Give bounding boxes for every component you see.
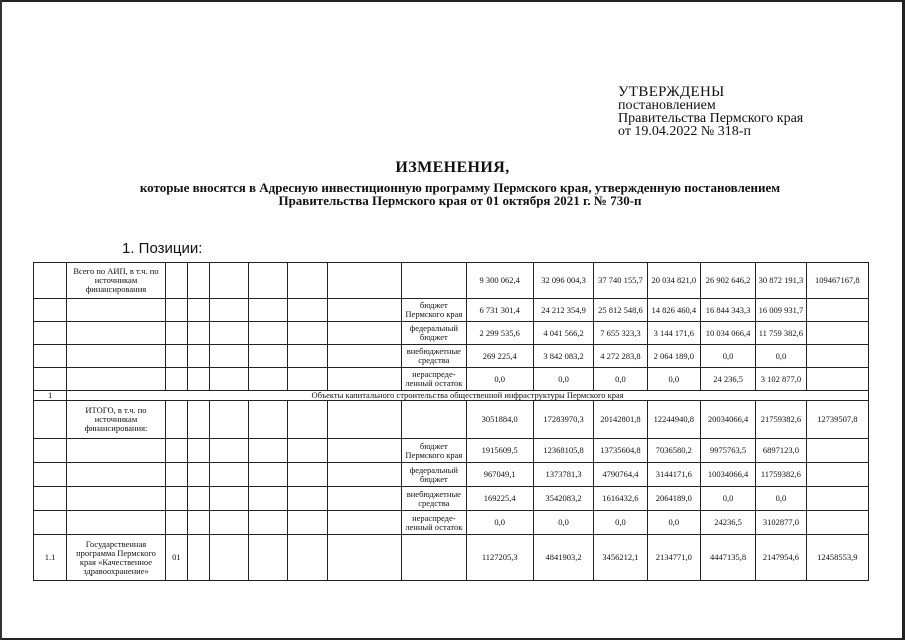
itogo-value: 12739507,8 [806, 401, 868, 439]
cell-empty [327, 263, 401, 299]
scan-left-edge [0, 0, 2, 640]
approval-heading: УТВЕРЖДЕНЫ [618, 84, 725, 100]
total-label: Всего по АИП, в т.ч. по источникам финансирования [67, 263, 166, 299]
value-cell: 0,0 [700, 487, 755, 511]
value-cell: 3 102 877,0 [756, 368, 806, 391]
cell-empty [210, 263, 249, 299]
subtitle-line-1: которые вносятся в Адресную инвестиционную программу Пермского края, утвержденную постановлением [139, 180, 781, 195]
table-row-program [34, 535, 869, 581]
value-cell: 13735604,8 [594, 439, 647, 463]
itogo-value: 21759382,6 [756, 401, 806, 439]
program-value: 3456212,1 [594, 535, 647, 581]
program-value: 1127205,3 [466, 535, 533, 581]
value-cell: 0,0 [700, 345, 755, 368]
table-row [34, 439, 869, 463]
program-value: 4841903,2 [533, 535, 593, 581]
value-cell: 3542083,2 [533, 487, 593, 511]
source-label: федеральный бюджет [402, 322, 466, 345]
positions-table [33, 262, 869, 581]
total-value: 37 740 155,7 [594, 263, 647, 299]
total-value: 30 872 191,3 [756, 263, 806, 299]
cell-empty [165, 263, 187, 299]
program-value: 2147954,6 [756, 535, 806, 581]
value-cell: 3 842 083,2 [533, 345, 593, 368]
approval-stamp [618, 86, 803, 138]
value-cell: 1915609,5 [466, 439, 533, 463]
table-row-section [34, 391, 869, 401]
program-code: 01 [165, 535, 187, 581]
value-cell: 6 731 301,4 [466, 299, 533, 322]
value-cell: 3 144 171,6 [647, 322, 700, 345]
source-label: нераспреде-ленный остаток [402, 368, 466, 391]
value-cell: 1616432,6 [594, 487, 647, 511]
value-cell: 14 826 460,4 [647, 299, 700, 322]
value-cell: 0,0 [756, 487, 806, 511]
cell-empty [34, 263, 67, 299]
value-cell: 0,0 [533, 368, 593, 391]
cell-empty [288, 263, 327, 299]
itogo-value: 12244940,8 [647, 401, 700, 439]
source-label: нераспреде-ленный остаток [402, 511, 466, 535]
value-cell: 0,0 [647, 511, 700, 535]
total-value: 32 096 004,3 [533, 263, 593, 299]
value-cell: 10 034 066,4 [700, 322, 755, 345]
table-row [34, 368, 869, 391]
value-cell: 0,0 [594, 511, 647, 535]
table-row-itogo [34, 401, 869, 439]
value-cell: 0,0 [466, 511, 533, 535]
value-cell: 1373781,3 [533, 463, 593, 487]
section-title: Объекты капитального строительства общественной инфраструктуры Пермского края [67, 391, 869, 401]
value-cell: 4790764,4 [594, 463, 647, 487]
itogo-value: 20034066,4 [700, 401, 755, 439]
value-cell: 4 272 283,8 [594, 345, 647, 368]
value-cell: 0,0 [756, 345, 806, 368]
itogo-value: 3051884,0 [466, 401, 533, 439]
value-cell: 6897123,0 [756, 439, 806, 463]
value-cell: 16 844 343,3 [700, 299, 755, 322]
value-cell: 2 299 535,6 [466, 322, 533, 345]
total-value: 109467167,8 [806, 263, 868, 299]
subtitle-line-2: Правительства Пермского края от 01 октября 2021 г. № 730-п [278, 193, 642, 208]
value-cell: 24236,5 [700, 511, 755, 535]
itogo-value: 17283970,3 [533, 401, 593, 439]
program-value: 12458553,9 [806, 535, 868, 581]
total-value: 9 300 062,4 [466, 263, 533, 299]
table-row [34, 511, 869, 535]
value-cell: 16 009 931,7 [756, 299, 806, 322]
table-row [34, 463, 869, 487]
total-value: 26 902 646,2 [700, 263, 755, 299]
value-cell: 12368105,8 [533, 439, 593, 463]
value-cell: 967049,1 [466, 463, 533, 487]
table-row [34, 345, 869, 368]
value-cell: 3144171,6 [647, 463, 700, 487]
approval-line-2: Правительства Пермского края [618, 111, 804, 126]
itogo-label: ИТОГО, в т.ч. по источникам финансирования: [67, 401, 166, 439]
document-subtitle [80, 181, 840, 207]
value-cell: 169225,4 [466, 487, 533, 511]
value-cell: 25 812 548,6 [594, 299, 647, 322]
cell-empty [249, 263, 288, 299]
scan-top-edge [0, 0, 905, 2]
table-row [34, 322, 869, 345]
program-name: Государственная программа Пермского края «Качественное здравоохранение» [67, 535, 166, 581]
value-cell: 24 236,5 [700, 368, 755, 391]
program-number: 1.1 [34, 535, 67, 581]
value-cell: 24 212 354,9 [533, 299, 593, 322]
document-title: ИЗМЕНЕНИЯ, [395, 159, 510, 176]
value-cell: 0,0 [533, 511, 593, 535]
source-label: бюджет Пермского края [402, 439, 466, 463]
source-label: федеральный бюджет [402, 463, 466, 487]
value-cell: 0,0 [647, 368, 700, 391]
value-cell: 7036580,2 [647, 439, 700, 463]
program-value: 4447135,8 [700, 535, 755, 581]
value-cell: 2064189,0 [647, 487, 700, 511]
value-cell: 11759382,6 [756, 463, 806, 487]
value-cell: 0,0 [594, 368, 647, 391]
value-cell: 2 064 189,0 [647, 345, 700, 368]
source-label: внебюджетные средства [402, 345, 466, 368]
section-number: 1 [34, 391, 67, 401]
itogo-value: 20142801,8 [594, 401, 647, 439]
cell-empty [402, 263, 466, 299]
table-row-total [34, 263, 869, 299]
program-value: 2134771,0 [647, 535, 700, 581]
approval-line-1: постановлением [618, 98, 716, 113]
source-label: внебюджетные средства [402, 487, 466, 511]
table-row [34, 299, 869, 322]
source-label: бюджет Пермского края [402, 299, 466, 322]
approval-line-3: от 19.04.2022 № 318-п [618, 124, 751, 139]
value-cell: 7 655 323,3 [594, 322, 647, 345]
cell-empty [187, 263, 209, 299]
table-row [34, 487, 869, 511]
value-cell: 3102877,0 [756, 511, 806, 535]
value-cell: 0,0 [466, 368, 533, 391]
value-cell: 9975763,5 [700, 439, 755, 463]
value-cell: 4 041 566,2 [533, 322, 593, 345]
value-cell: 269 225,4 [466, 345, 533, 368]
section-heading: 1. Позиции: [122, 240, 203, 257]
value-cell: 11 759 382,6 [756, 322, 806, 345]
total-value: 20 034 821,0 [647, 263, 700, 299]
value-cell: 10034066,4 [700, 463, 755, 487]
